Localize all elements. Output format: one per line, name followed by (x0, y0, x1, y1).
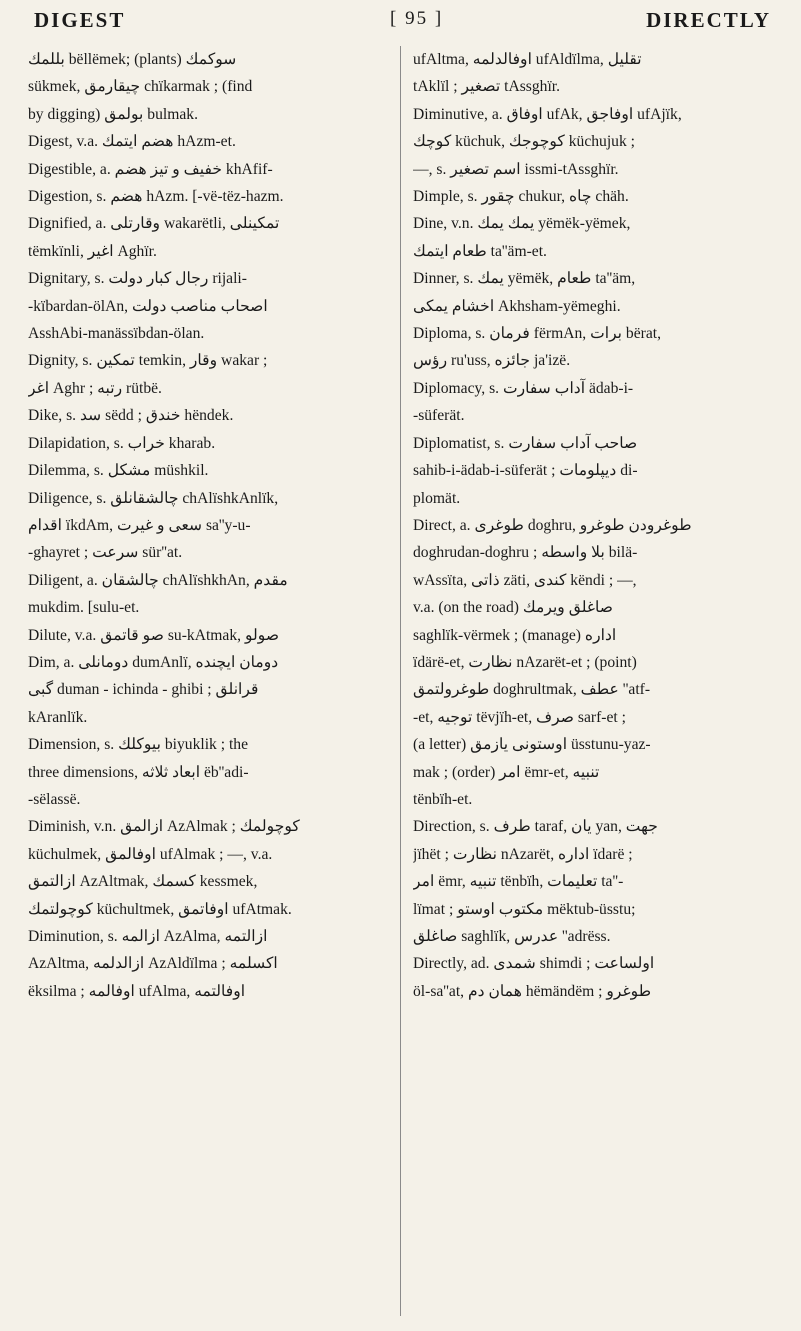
dictionary-line: اقدام ïkdAm, سعى و غيرت sa''y-u- (28, 516, 251, 534)
dictionary-line: AsshAbi-manässïbdan-ölan. (28, 325, 205, 343)
left-column (28, 46, 396, 1005)
dictionary-line: lïmat ; مكتوب اوستو mëktub-üsstu; (413, 900, 636, 918)
dictionary-line: Dimple, s. چقور chukur, چاه chäh. (413, 188, 629, 206)
dictionary-line: Dignitary, s. رجال كبار دولت rijali- (28, 270, 247, 288)
dictionary-line: Dilemma, s. مشكل müshkil. (28, 462, 209, 480)
dictionary-line: doghrudan-doghru ; بلا واسطه bilä- (413, 544, 638, 562)
dictionary-line: كوچك küchuk, كوچوجك küchujuk ; (413, 133, 636, 151)
right-column (413, 46, 781, 1005)
dictionary-line: plomät. (413, 489, 461, 507)
dictionary-line: Digestible, a. خفيف و تيز هضم khAfif- (28, 160, 273, 178)
dictionary-line: sahib-i-ädab-i-süferät ; ديپلومات di- (413, 462, 638, 480)
column-divider (400, 46, 401, 1316)
dictionary-line: ازالتمق AzAltmak, كسمك kessmek, (28, 873, 258, 891)
dictionary-line: -et, توجيه tëvjïh-et, صرف sarf-et ; (413, 708, 626, 726)
dictionary-line: mak ; (order) امر ëmr-et, تنبيه (413, 763, 600, 781)
dictionary-line: Dilapidation, s. خراب kharab. (28, 434, 216, 452)
dictionary-line: كوچولتمك küchultmek, اوفاتمق ufAtmak. (28, 900, 292, 918)
dictionary-line: -ghayret ; سرعت sür''at. (28, 544, 183, 562)
dictionary-line: Diligent, a. چالشقان chAlïshkhAn, مقدم (28, 571, 288, 589)
dictionary-line: -sëlassë. (28, 790, 81, 808)
dictionary-line: (a letter) اوستونى يازمق üsstunu-yaz- (413, 736, 651, 754)
dictionary-line: Dimension, s. بيوكلك biyuklik ; the (28, 736, 249, 754)
page-header (30, 8, 771, 40)
dictionary-line: طعام ايتمك ta''äm-et. (413, 242, 547, 260)
dictionary-line: kAranlïk. (28, 708, 88, 726)
dictionary-line: صاغلق saghlïk, عدرس ''adrëss. (413, 928, 611, 945)
dictionary-line: sükmek, چیقارمق chïkarmak ; (find (28, 78, 253, 96)
dictionary-line: by digging) بولمق bulmak. (28, 105, 198, 123)
dictionary-line: Diplomacy, s. آداب سفارت ädab-i- (413, 379, 634, 397)
dictionary-line: Dike, s. سد sëdd ; خندق hëndek. (28, 407, 234, 425)
dictionary-line: Directly, ad. شمدى shimdi ; اولساعت (413, 955, 655, 973)
dictionary-line: tAklïl ; تصغير tAssghïr. (413, 78, 561, 96)
dictionary-line: Diligence, s. چالشقانلق chAlïshkAnlïk, (28, 489, 279, 507)
dictionary-line: ufAltma, اوفالدلمه ufAldïlma, تقليل (413, 51, 642, 68)
dictionary-line: Diminish, v.n. ازالمق AzAlmak ; كوچولمك (28, 818, 300, 836)
dictionary-line: طوغرولتمق doghrultmak, عطف ''atf- (413, 681, 651, 699)
header-last-word: DIRECTLY (646, 8, 771, 32)
dictionary-line: Direction, s. طرف taraf, يان yan, جهت (413, 818, 658, 836)
dictionary-line: Dinner, s. يمك yëmëk, طعام ta''äm, (413, 270, 636, 288)
dictionary-line: three dimensions, ابعاد ثلاثه ëb''adi- (28, 763, 249, 781)
dictionary-line: Digest, v.a. هضم ايتمك hAzm-et. (28, 133, 236, 151)
dictionary-line: -süferät. (413, 407, 465, 425)
dictionary-line: گبى duman - ichinda - ghibi ; قرانلق (28, 681, 259, 699)
dictionary-line: اغر Aghr ; رتبه rütbë. (28, 379, 162, 397)
dictionary-line: tëmkïnli, اغير Aghïr. (28, 242, 157, 260)
dictionary-line: Diminutive, a. اوفاق ufAk, اوفاجق ufAjïk, (413, 105, 682, 123)
dictionary-line: jïhët ; نظارت nAzarët, اداره ïdarë ; (413, 845, 633, 863)
dictionary-line: بللمك bëllëmek; (plants) سوكمك (28, 51, 237, 68)
dictionary-line: Dilute, v.a. صو قاتمق su-kAtmak, صولو (28, 626, 280, 644)
dictionary-line: Dignified, a. وقارتلى wakarëtli, تمكينلى (28, 215, 280, 233)
dictionary-line: —, s. اسم تصغير issmi-tAssghïr. (413, 160, 619, 178)
dictionary-line: saghlïk-vërmek ; (manage) اداره (413, 626, 617, 644)
page-number: [ 95 ] (390, 8, 444, 29)
dictionary-line: Diplomatist, s. صاحب آداب سفارت (413, 434, 638, 452)
dictionary-line: AzAltma, ازالدلمه AzAldïlma ; اكسلمه (28, 955, 278, 973)
dictionary-line: mukdim. [sulu-et. (28, 599, 140, 617)
dictionary-line: Dine, v.n. يمك يمك yëmëk-yëmek, (413, 215, 631, 233)
dictionary-line: ïdärë-et, نظارت nAzarët-et ; (point) (413, 653, 637, 671)
dictionary-line: v.a. (on the road) صاغلق ويرمك (413, 599, 614, 617)
dictionary-line: امر ëmr, تنبيه tënbïh, تعليمات ta''- (413, 873, 624, 891)
dictionary-line: Digestion, s. هضم hAzm. [-vë-tëz-hazm. (28, 188, 284, 206)
dictionary-line: Direct, a. طوغرى doghru, طوغرودن طوغرو (413, 516, 692, 534)
dictionary-line: Dim, a. دومانلى dumAnlï, دومان ايچنده (28, 653, 279, 671)
dictionary-line: ëksilma ; اوفالمه ufAlma, اوفالتمه (28, 982, 246, 1000)
header-first-word: DIGEST (34, 8, 126, 32)
dictionary-line: wAssïta, ذاتى zäti, كندى këndi ; —, (413, 571, 637, 589)
dictionary-line: Dignity, s. تمكين temkin, وقار wakar ; (28, 352, 268, 370)
dictionary-line: küchulmek, اوفالمق ufAlmak ; —, v.a. (28, 845, 273, 863)
dictionary-line: Diminution, s. ازالمه AzAlma, ازالتمه (28, 928, 268, 945)
dictionary-line: öl-sa''at, همان دم hëmändëm ; طوغرو (413, 982, 652, 1000)
dictionary-line: Diploma, s. فرمان fërmAn, برات bërat, (413, 325, 661, 343)
dictionary-line: اخشام يمكى Akhsham-yëmeghi. (413, 297, 621, 315)
dictionary-line: tënbïh-et. (413, 790, 473, 808)
dictionary-line: -kïbardan-ölAn, اصحاب مناصب دولت (28, 297, 268, 315)
dictionary-line: رؤس ru'uss, جائزه ja'izë. (413, 352, 571, 370)
